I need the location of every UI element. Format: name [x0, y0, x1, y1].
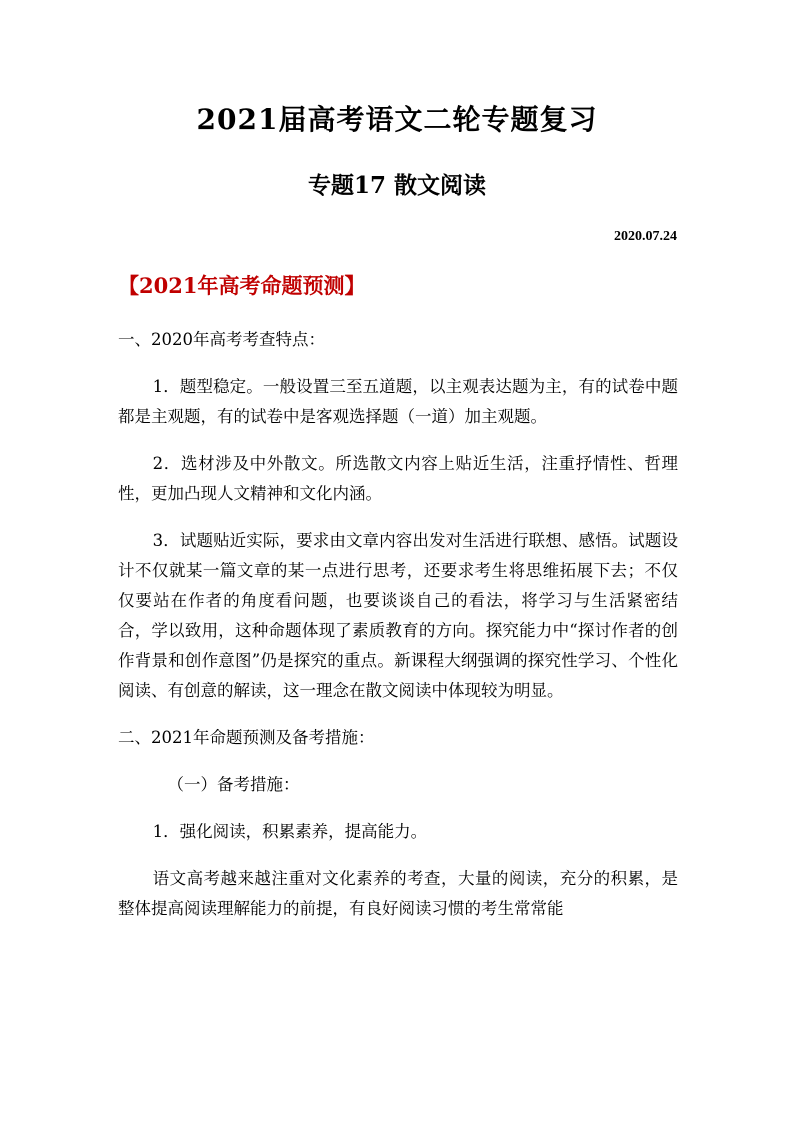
- document-title: 2021届高考语文二轮专题复习: [196, 103, 598, 136]
- paragraph: 3．试题贴近实际，要求由文章内容出发对生活进行联想、感悟。试题设计不仅就某一篇文章的某一点进行思考，还要求考生将思维拓展下去；不仅仅要站在作者的角度看问题，也要谈谈自己的看法，将学习与生活紧密结合，学以致用，这种命题体现了素质教育的方向。探究能力中“探讨作者的创作背景和创作意图”仍是探究的重点。新课程大纲强调的探究性学习、个性化阅读、有创意的解读，这一理念在散文阅读中体现较为明显。: [118, 531, 678, 700]
- document-date: 2020.07.24: [614, 229, 677, 244]
- paragraph: 1．强化阅读，积累素养，提高能力。: [152, 822, 428, 841]
- document-subtitle: 专题17 散文阅读: [307, 172, 486, 199]
- paragraph: 2．选材涉及中外散文。所选散文内容上贴近生活，注重抒情性、哲理性，更加凸现人文精神和文化内涵。: [118, 454, 678, 503]
- paragraph: 语文高考越来越注重对文化素养的考查，大量的阅读，充分的积累，是整体提高阅读理解能力的前提，有良好阅读习惯的考生常常能: [118, 869, 678, 918]
- paragraph-heading-2: 二、2021年命题预测及备考措施：: [118, 728, 375, 747]
- document-body: [118, 325, 678, 941]
- section-heading: 【2021年高考命题预测】: [118, 273, 366, 298]
- paragraph-heading-1: 一、2020年高考考查特点：: [118, 330, 325, 349]
- paragraph: 1．题型稳定。一般设置三至五道题，以主观表达题为主，有的试卷中题都是主观题，有的试卷中是客观选择题（一道）加主观题。: [118, 377, 678, 426]
- paragraph-subheading: （一）备考措施：: [167, 775, 300, 794]
